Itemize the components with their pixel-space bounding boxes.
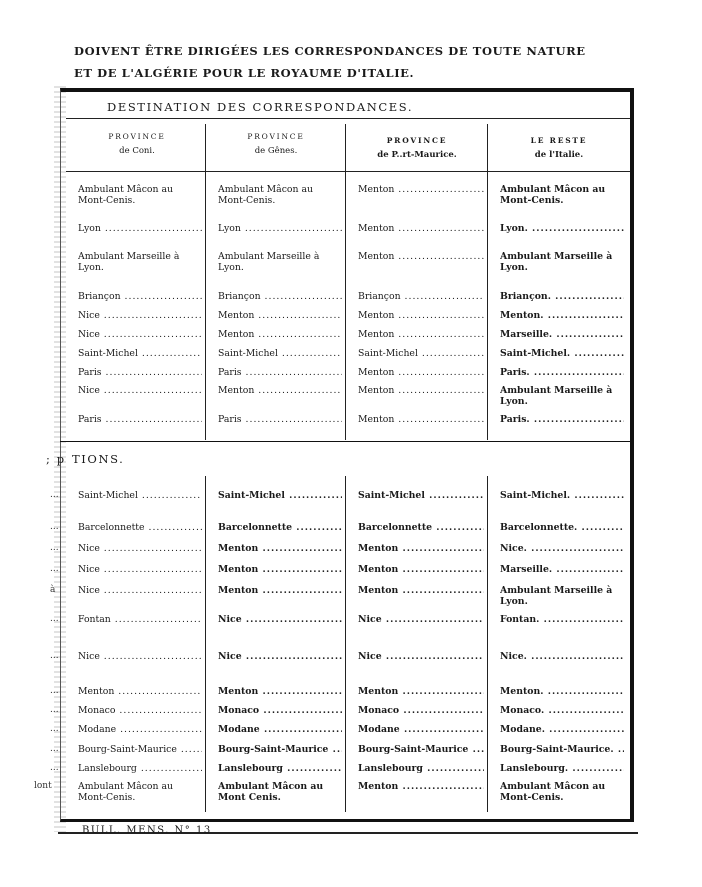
table-cell-r4-c3: Briançon .....	[358, 291, 484, 302]
margin-mark: ...	[50, 686, 59, 696]
table-cell-2-r12-c2: Lanslebourg .....	[218, 763, 342, 774]
margin-mark: lont	[34, 781, 52, 791]
margin-mark: ...	[50, 564, 59, 574]
margin-mark: à	[50, 585, 56, 595]
table-cell-2-r3-c4: Nice. .....	[500, 543, 624, 554]
header-line-2: ET DE L'ALGÉRIE POUR LE ROYAUME D'ITALIE.	[74, 66, 415, 80]
table-cell-2-r2-c1: Barcelonnette .....	[78, 522, 202, 533]
column-header-name: de Gênes.	[254, 146, 298, 156]
table-cell-r2-c3: Menton .....	[358, 223, 484, 234]
table-cell-r6-c1: Nice .....	[78, 329, 202, 340]
table-cell-2-r11-c3: Bourg-Saint-Maurice .....	[358, 744, 484, 755]
table-cell-2-r2-c3: Barcelonnette .....	[358, 522, 484, 533]
table-cell-r7-c3: Saint-Michel .....	[358, 348, 484, 359]
table-cell-r6-c2: Menton .....	[218, 329, 342, 340]
table-cell-2-r5-c4: Ambulant Marseille à Lyon.	[500, 585, 613, 607]
table-cell-2-r2-c2: Barcelonnette .....	[218, 522, 342, 533]
table-cell-2-r10-c3: Modane .....	[358, 724, 484, 735]
table-cell-2-r8-c3: Menton .....	[358, 686, 484, 697]
table-cell-r6-c4: Marseille. .....	[500, 329, 624, 340]
table-cell-2-r12-c4: Lanslebourg. .....	[500, 763, 624, 774]
table-cell-2-r10-c1: Modane .....	[78, 724, 202, 735]
table-cell-2-r9-c4: Monaco. .....	[500, 705, 624, 716]
table-cell-2-r11-c2: Bourg-Saint-Maurice .....	[218, 744, 342, 755]
table-cell-r3-c2: Ambulant Marseille à Lyon.	[218, 251, 320, 273]
table-cell-2-r6-c4: Fontan. .....	[500, 614, 624, 625]
table-cell-r9-c1: Nice .....	[78, 385, 202, 396]
margin-mark: ...	[50, 763, 59, 773]
column-divider-2	[345, 124, 346, 440]
table-cell-2-r7-c1: Nice .....	[78, 651, 202, 662]
margin-mark: ...	[50, 543, 59, 553]
table-cell-r10-c2: Paris .....	[218, 414, 342, 425]
table-cell-2-r11-c4: Bourg-Saint-Maurice. .....	[500, 744, 624, 755]
table-cell-r5-c3: Menton .....	[358, 310, 484, 321]
table-cell-2-r1-c4: Saint-Michel. .....	[500, 490, 624, 501]
table-cell-2-r4-c4: Marseille. .....	[500, 564, 624, 575]
margin-mark: ...	[50, 651, 59, 661]
table-cell-r7-c4: Saint-Michel. .....	[500, 348, 624, 359]
table-cell-2-r6-c2: Nice .....	[218, 614, 342, 625]
table-cell-r10-c3: Menton .....	[358, 414, 484, 425]
table-cell-2-r13-c2: Ambulant Mâcon au Mont Cenis.	[218, 781, 324, 803]
table-cell-r1-c1: Ambulant Mâcon au Mont-Cenis.	[78, 184, 174, 206]
margin-mark: ...	[50, 724, 59, 734]
header-line-1: DOIVENT ÊTRE DIRIGÉES LES CORRESPONDANCES DE TOUTE NATURE	[74, 44, 586, 58]
table-cell-r10-c4: Paris. .....	[500, 414, 624, 425]
table-cell-2-r13-c3: Menton .....	[358, 781, 484, 792]
table-cell-r8-c3: Menton .....	[358, 367, 484, 378]
column-header-name: de Coni.	[119, 146, 155, 156]
table-cell-r8-c1: Paris .....	[78, 367, 202, 378]
column-header-port-maurice	[348, 134, 486, 162]
table-cell-r1-c3: Menton .....	[358, 184, 484, 195]
table-cell-r9-c4: Ambulant Marseille à Lyon.	[500, 385, 613, 407]
table-cell-2-r7-c3: Nice .....	[358, 651, 484, 662]
table-cell-r4-c2: Briançon .....	[218, 291, 342, 302]
table-cell-2-r1-c2: Saint-Michel .....	[218, 490, 342, 501]
table-cell-2-r8-c2: Menton .....	[218, 686, 342, 697]
table-cell-r3-c3: Menton .....	[358, 251, 484, 262]
table-cell-r1-c2: Ambulant Mâcon au Mont-Cenis.	[218, 184, 314, 206]
column-divider-2b	[345, 476, 346, 812]
column-header-kind: LE RESTE	[530, 136, 588, 145]
table-cell-r5-c2: Menton .....	[218, 310, 342, 321]
table-cell-r9-c2: Menton .....	[218, 385, 342, 396]
table-cell-2-r1-c3: Saint-Michel .....	[358, 490, 484, 501]
table-cell-r3-c1: Ambulant Marseille à Lyon.	[78, 251, 180, 273]
table-cell-r6-c3: Menton .....	[358, 329, 484, 340]
table-cell-2-r12-c1: Lanslebourg .....	[78, 763, 202, 774]
column-divider-1	[205, 124, 206, 440]
margin-mark: ...	[50, 522, 59, 532]
section-1-header-rule	[66, 171, 630, 172]
margin-mark: ...	[50, 705, 59, 715]
table-cell-r9-c3: Menton .....	[358, 385, 484, 396]
table-cell-2-r7-c2: Nice .....	[218, 651, 342, 662]
table-cell-2-r8-c4: Menton. .....	[500, 686, 624, 697]
table-cell-r4-c1: Briançon .....	[78, 291, 202, 302]
section-break-rule	[60, 441, 632, 442]
column-header-genes	[208, 130, 344, 158]
table-cell-r7-c1: Saint-Michel .....	[78, 348, 202, 359]
table-cell-2-r5-c1: Nice .....	[78, 585, 202, 596]
table-cell-2-r5-c2: Menton .....	[218, 585, 342, 596]
column-header-reste-italie	[490, 134, 628, 162]
column-header-coni	[70, 130, 204, 158]
table-cell-2-r8-c1: Menton .....	[78, 686, 202, 697]
table-cell-r7-c2: Saint-Michel .....	[218, 348, 342, 359]
table-cell-2-r2-c4: Barcelonnette. .....	[500, 522, 624, 533]
table-cell-2-r3-c1: Nice .....	[78, 543, 202, 554]
section-1-title-rule	[66, 118, 630, 119]
table-cell-2-r5-c3: Menton .....	[358, 585, 484, 596]
column-divider-3	[487, 124, 488, 440]
column-header-name: de l'Italie.	[534, 150, 584, 160]
column-divider-1b	[205, 476, 206, 812]
table-cell-2-r1-c1: Saint-Michel .....	[78, 490, 202, 501]
page-footer: BULL. MENS. N° 13	[82, 825, 212, 836]
column-header-name: de P..rt-Maurice.	[377, 150, 457, 160]
column-header-kind: PROVINCE	[108, 132, 166, 141]
table-cell-2-r9-c1: Monaco .....	[78, 705, 202, 716]
table-cell-r3-c4: Ambulant Marseille à Lyon.	[500, 251, 613, 273]
table-cell-r5-c1: Nice .....	[78, 310, 202, 321]
table-cell-2-r4-c1: Nice .....	[78, 564, 202, 575]
column-header-kind: PROVINCE	[386, 136, 448, 145]
section-2-margin-prefix: ; p	[46, 452, 66, 466]
table-cell-r10-c1: Paris .....	[78, 414, 202, 425]
table-cell-r5-c4: Menton. .....	[500, 310, 624, 321]
table-cell-2-r13-c4: Ambulant Mâcon au Mont-Cenis.	[500, 781, 606, 803]
margin-mark: ...	[50, 744, 59, 754]
table-cell-2-r13-c1: Ambulant Mâcon au Mont-Cenis.	[78, 781, 174, 803]
table-cell-r2-c2: Lyon .....	[218, 223, 342, 234]
table-cell-r4-c4: Briançon. .....	[500, 291, 624, 302]
table-cell-2-r3-c3: Menton .....	[358, 543, 484, 554]
margin-mark: ...	[50, 490, 59, 500]
table-cell-r2-c1: Lyon .....	[78, 223, 202, 234]
table-cell-r8-c4: Paris. .....	[500, 367, 624, 378]
table-cell-2-r10-c2: Modane .....	[218, 724, 342, 735]
section-2-title: TIONS.	[72, 452, 125, 466]
table-cell-2-r11-c1: Bourg-Saint-Maurice .....	[78, 744, 202, 755]
table-cell-2-r10-c4: Modane. .....	[500, 724, 624, 735]
table-cell-2-r12-c3: Lanslebourg .....	[358, 763, 484, 774]
table-cell-2-r4-c3: Menton .....	[358, 564, 484, 575]
table-cell-2-r3-c2: Menton .....	[218, 543, 342, 554]
column-divider-3b	[487, 476, 488, 812]
table-cell-2-r6-c1: Fontan .....	[78, 614, 202, 625]
table-cell-2-r9-c2: Monaco .....	[218, 705, 342, 716]
table-cell-r8-c2: Paris .....	[218, 367, 342, 378]
table-cell-2-r6-c3: Nice .....	[358, 614, 484, 625]
table-cell-r2-c4: Lyon. .....	[500, 223, 624, 234]
section-1-title: DESTINATION DES CORRESPONDANCES.	[107, 100, 414, 114]
table-cell-2-r7-c4: Nice. .....	[500, 651, 624, 662]
column-header-kind: PROVINCE	[247, 132, 305, 141]
margin-mark: ...	[50, 614, 59, 624]
table-cell-r1-c4: Ambulant Mâcon au Mont-Cenis.	[500, 184, 606, 206]
table-cell-2-r4-c2: Menton .....	[218, 564, 342, 575]
table-cell-2-r9-c3: Monaco .....	[358, 705, 484, 716]
